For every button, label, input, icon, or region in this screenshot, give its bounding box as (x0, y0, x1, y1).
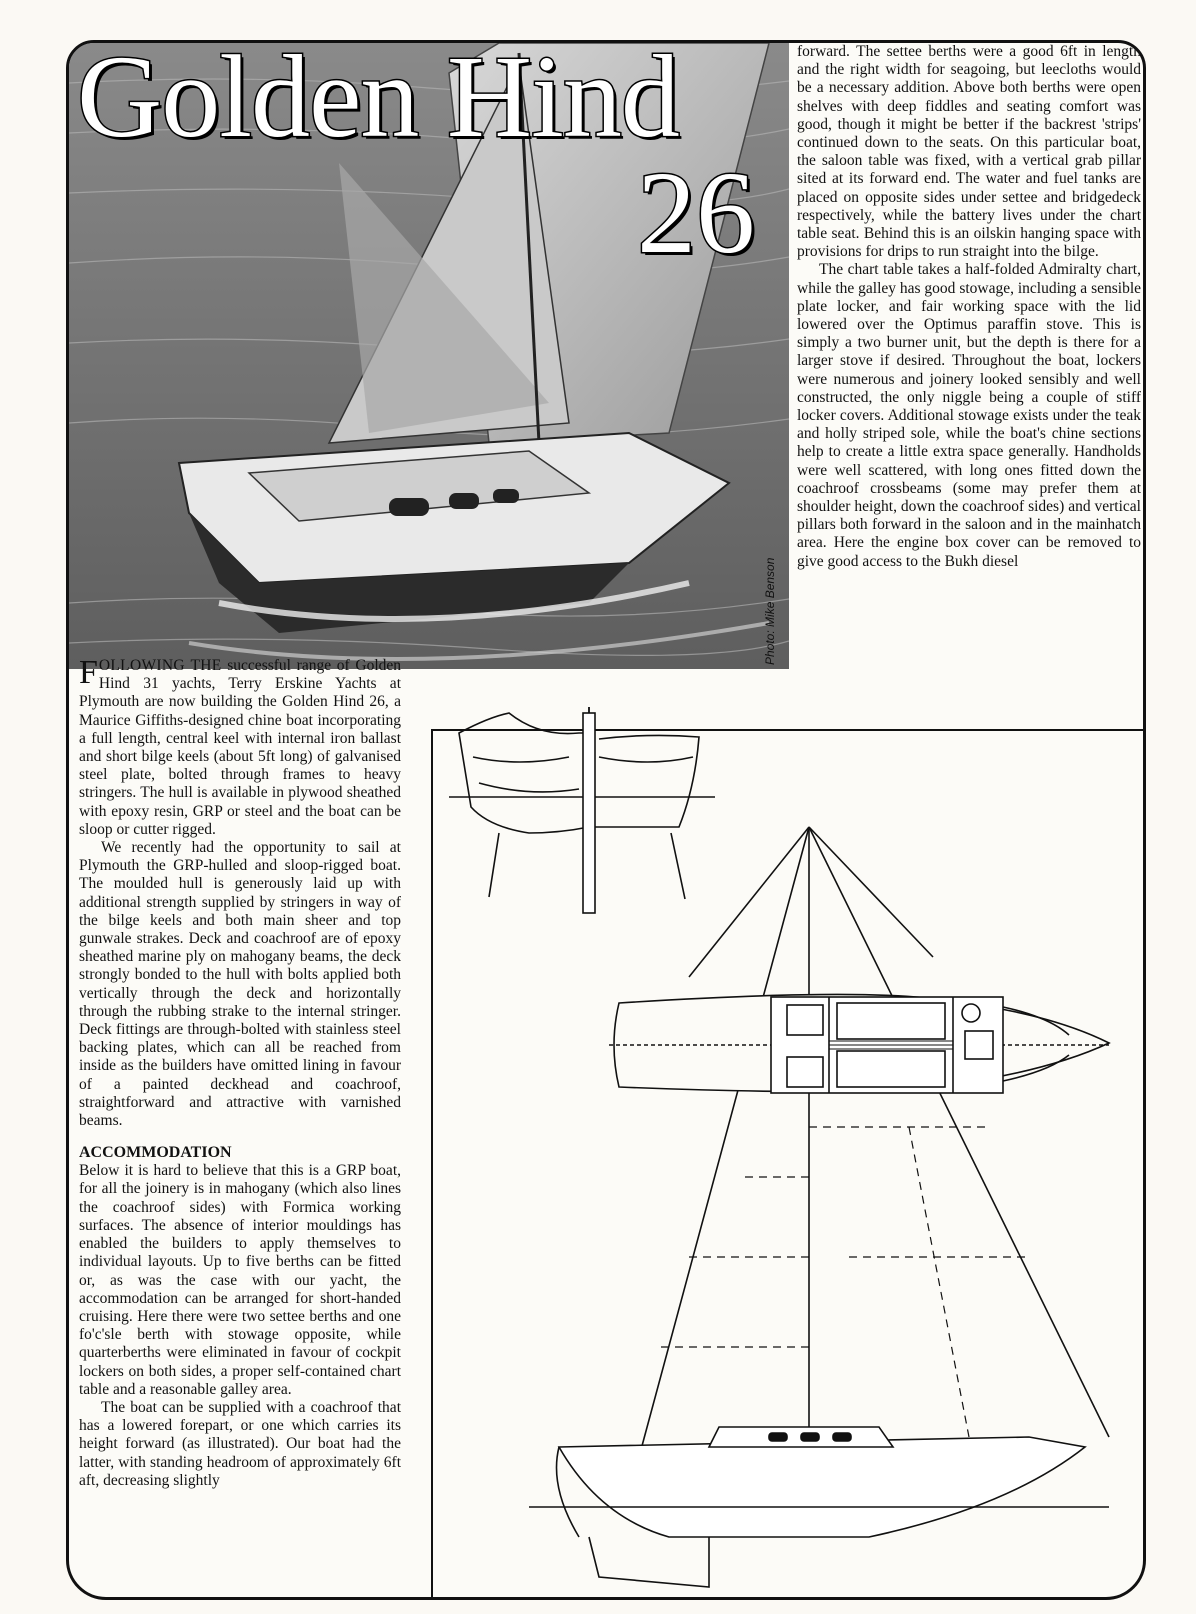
intro-text: successful range of Golden Hind 31 yachts, Terry Erskine Yachts at Plymouth are now building the Golden Hind 26, a Maurice Giffiths-designed chine boat incorporating a full length, central keel with internal iron ballast and short bilge keels (about 5ft long) of galvanised steel plate, bolted through frames to heavy stringers. The hull is available in plywood sheathed with epoxy resin, GRP or steel and the boat can be sloop or cutter rigged. (79, 657, 401, 838)
paragraph-2: We recently had the opportunity to sail at Plymouth the GRP-hulled and sloop-rigged boat. The moulded hull is generously laid up with additional strength supplied by stringers in way of the bilge keels and both main sheer and top gunwale strakes. Deck and coachroof are of epoxy sheathed marine ply on mahogany beams, the deck strongly bonded to the hull with bolts applied both vertically through the deck and horizontally through the rubbing strake to the internal stringer. Deck fittings are through-bolted with stainless steel backing plates, which can all be reached from inside as the builders have omitted lining in favour of a painted deckhead and coachroof, straightforward and attractive with varnished beams. (79, 839, 401, 1130)
headline-line-1: Golden Hind (77, 43, 679, 162)
photo-credit: Photo: Mike Benson (763, 557, 777, 665)
drop-cap: F (79, 657, 98, 691)
right-column (797, 43, 1141, 703)
headline-line-2: 26 (637, 147, 755, 278)
paragraph-4: The boat can be supplied with a coachroof that has a lowered forepart, or one which carries its height forward (as illustrated). Our boat had the latter, with standing headroom of approximately 6ft aft, decreasing slightly (79, 1398, 401, 1489)
hull-section-drawing (449, 707, 715, 913)
yacht-plans-drawing (409, 657, 1146, 1600)
article-frame (66, 40, 1146, 1600)
sail-plan-drawing (659, 1127, 1029, 1437)
section-heading: ACCOMMODATION (79, 1144, 232, 1162)
left-column (79, 657, 401, 1600)
intro-paragraph (79, 657, 401, 839)
intro-lead-caps: OLLOWING THE (98, 657, 222, 674)
right-paragraph-2: The chart table takes a half-folded Admiralty chart, while the galley has good stowage, including a sensible plate locker, and fair working space with the lid lowered over the Optimus paraffin stove. This is simply a two burner unit, but the depth is there for a larger stove if desired. Throughout the boat, lockers were numerous and joinery looked sensibly and well constructed, the only niggle being a couple of stiff locker covers. Additional stowage exists under the teak and holly striped sole, while the boat's chine sections help to create a little extra space generally. Handholds were well scattered, with long ones fitted down the coachroof crossbeams (some may prefer them at shoulder height, down the coachroof sides) and vertical pillars both forward in the saloon and in the mainhatch area. Here the engine box cover can be removed to give good access to the Bukh diesel (797, 261, 1141, 570)
paragraph-3: Below it is hard to believe that this is a GRP boat, for all the joinery is in mahogany (which also lines the coachroof sides) with Formica working surfaces. The absence of interior mouldings has enabled the builders to apply themselves to individual layouts. Up to five berths can be fitted or, as was the case with our yacht, the accommodation can be arranged for short-handed cruising. Here there were two settee berths and one fo'c'sle berth with stowage opposite, while quarterberths were eliminated in favour of cockpit lockers on both sides, a proper self-contained chart table and a reasonable galley area. (79, 1162, 401, 1398)
right-paragraph-1: forward. The settee berths were a good 6ft in length and the right width for seagoing, but leecloths would be a necessary addition. Above both berths were open shelves with deep fiddles and seating comfort was good, though it might be better if the backrest 'strips' continued down to the seats. On this particular boat, the saloon table was fixed, with a vertical grab pillar sited at its forward end. The water and fuel tanks are placed on opposite sides under settee and bridgedeck respectively, while the battery lives under the chart table seat. Behind this is an oilskin hanging space with provisions for drips to run straight into the bilge. (797, 43, 1141, 261)
yacht-photo (69, 43, 789, 669)
profile-hull-drawing (529, 1427, 1109, 1587)
headline (77, 43, 789, 278)
deck-plan-drawing (609, 994, 1109, 1093)
